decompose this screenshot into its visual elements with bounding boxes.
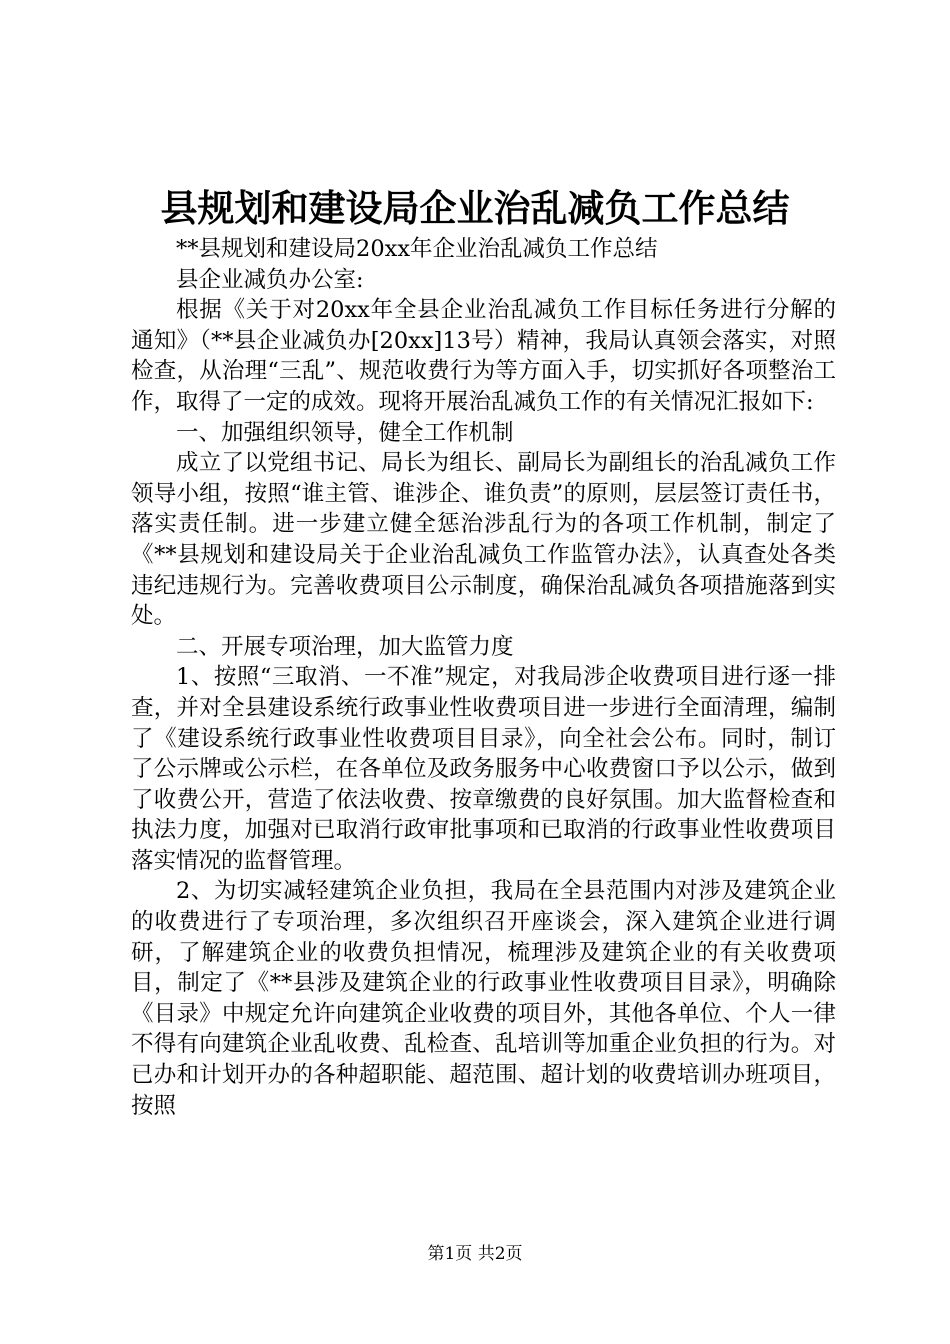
paragraph-intro: 根据《关于对20xx年全县企业治乱减负工作目标任务进行分解的通知》（**县企业减负办[20xx]13号）精神，我局认真领会落实，对照检查，从治理“三乱”、规范收费行为等方面入手，切实抓好各项整治工作，取得了一定的成效。现将开展治乱减负工作的有关情况汇报如下: — [131, 297, 836, 415]
paragraph-section-1: 成立了以党组书记、局长为组长、副局长为副组长的治乱减负工作领导小组，按照“谁主管、谁涉企、谁负责”的原则，层层签订责任书，落实责任制。进一步建立健全惩治涉乱行为的各项工作机制，制定了《**县规划和建设局关于企业治乱减负工作监管办法》，认真查处各类违纪违规行为。完善收费项目公示制度，确保治乱减负各项措施落到实处。 — [131, 450, 836, 630]
document-title: 县规划和建设局企业治乱减负工作总结 — [160, 186, 790, 230]
paragraph-item-1: 1、按照“三取消、一不准”规定，对我局涉企收费项目进行逐一排查，并对全县建设系统行政事业性收费项目进一步进行全面清理，编制了《建设系统行政事业性收费项目目录》，向全社会公布。同时，制订了公示牌或公示栏，在各单位及政务服务中心收费窗口予以公示，做到了收费公开，营造了依法收费、按章缴费的良好氛围。加大监督检查和执法力度，加强对已取消行政审批事项和已取消的行政事业性收费项目落实情况的监督管理。 — [131, 664, 836, 874]
paragraph-addressee: 县企业减负办公室: — [176, 266, 364, 293]
section-heading-1: 一、加强组织领导，健全工作机制 — [176, 419, 514, 446]
section-heading-2: 二、开展专项治理，加大监管力度 — [176, 633, 514, 660]
document-body — [131, 234, 836, 1121]
paragraph-subtitle: **县规划和建设局20xx年企业治乱减负工作总结 — [176, 236, 658, 262]
paragraph-item-2: 2、为切实减轻建筑企业负担，我局在全县范围内对涉及建筑企业的收费进行了专项治理，多次组织召开座谈会，深入建筑企业进行调研，了解建筑企业的收费负担情况，梳理涉及建筑企业的有关收费项目，制定了《**县涉及建筑企业的行政事业性收费项目目录》，明确除《目录》中规定允许向建筑企业收费的项目外，其他各单位、个人一律不得有向建筑企业乱收费、乱检查、乱培训等加重企业负担的行为。对已办和计划开办的各种超职能、超范围、超计划的收费培训办班项目，按照 — [131, 878, 836, 1119]
page-footer: 第1页 共2页 — [427, 1244, 523, 1264]
